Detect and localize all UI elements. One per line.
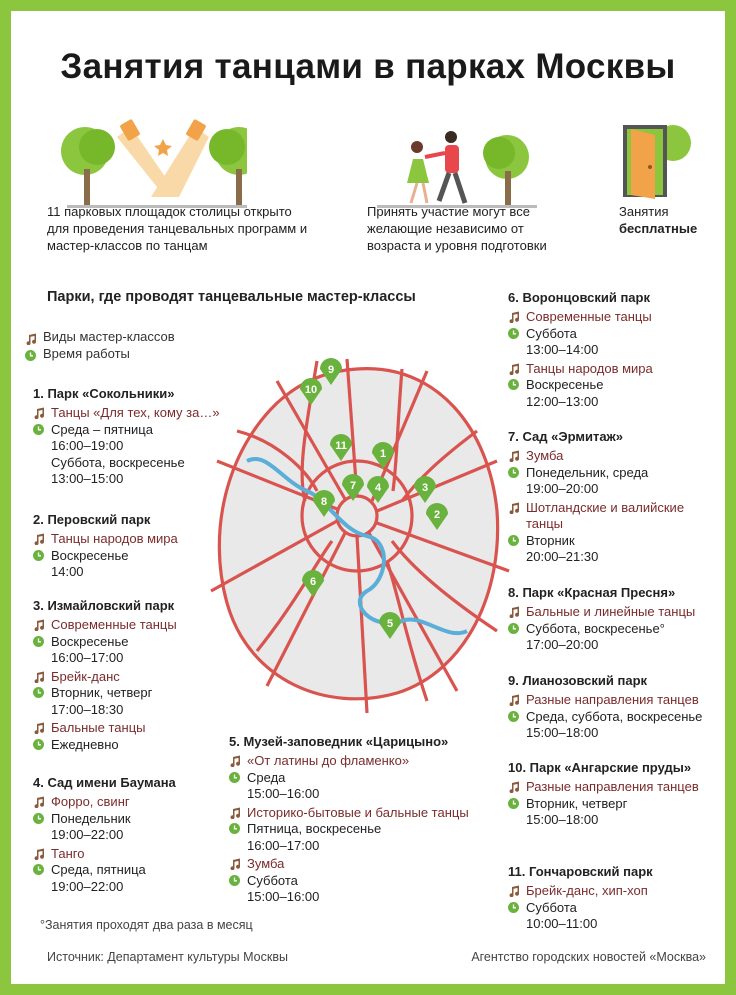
- park-class: [508, 604, 718, 654]
- park-class: [229, 805, 509, 855]
- intro-parks-text: 11 парковых площадок столицы открыто для проведения танцевальных программ и мастер-классов по танцам: [47, 204, 308, 253]
- music-note-icon: [229, 805, 247, 819]
- schedule-line: Вторник: [526, 532, 575, 548]
- dancing-couple-illustration: [377, 123, 547, 211]
- schedule: [526, 796, 627, 829]
- svg-text:8: 8: [320, 496, 328, 508]
- clock-icon: [229, 770, 247, 783]
- park-name: 1. Парк «Сокольники»: [33, 386, 175, 401]
- schedule-row: [229, 873, 509, 906]
- dance-type-row: [33, 405, 273, 422]
- schedule-line: 16:00–17:00: [247, 837, 320, 853]
- legend-time-label: Время работы: [43, 346, 130, 362]
- schedule-line: Суббота: [526, 899, 577, 915]
- legend-types: [25, 329, 175, 346]
- park-10: [508, 759, 718, 829]
- dance-type-row: [33, 617, 273, 634]
- dance-type: Современные танцы: [51, 617, 177, 632]
- schedule-row: [508, 326, 718, 359]
- clock-icon: [508, 621, 526, 634]
- intro-free: [619, 203, 709, 237]
- schedule-row: [508, 796, 718, 829]
- park-class: [508, 779, 718, 829]
- svg-text:9: 9: [327, 364, 335, 376]
- clock-icon: [33, 685, 51, 698]
- legend-time: [25, 346, 175, 363]
- schedule-line: 14:00: [51, 564, 84, 579]
- clock-icon: [508, 533, 526, 546]
- park-class: [508, 448, 718, 498]
- clock-icon: [508, 900, 526, 913]
- dance-type: Шотландские и валийские танцы: [526, 499, 685, 531]
- park-class: [508, 500, 718, 566]
- schedule-line: Ежедневно: [51, 736, 119, 752]
- park-class: [508, 692, 718, 742]
- schedule-row: [33, 685, 273, 718]
- dance-type: Разные направления танцев: [526, 692, 699, 707]
- music-note-icon: [229, 753, 247, 767]
- schedule-line: Пятница, воскресенье: [247, 821, 382, 836]
- clock-icon: [508, 326, 526, 339]
- park-5: [229, 733, 509, 906]
- schedule-line: 20:00–21:30: [526, 549, 599, 564]
- intro-free-line2: бесплатные: [619, 221, 698, 236]
- music-note-icon: [33, 405, 51, 419]
- schedule: [51, 634, 128, 667]
- stage-lights-illustration: [47, 109, 247, 209]
- clock-icon: [33, 811, 51, 824]
- dance-type-row: [508, 692, 718, 709]
- park-name: 7. Сад «Эрмитаж»: [508, 429, 623, 444]
- schedule: [51, 548, 128, 581]
- dance-type: Танцы «Для тех, кому за…»: [51, 405, 220, 420]
- dance-type-row: [229, 753, 509, 770]
- dance-type-row: [508, 309, 718, 326]
- schedule: [247, 873, 319, 906]
- svg-text:5: 5: [386, 618, 394, 630]
- clock-icon: [508, 465, 526, 478]
- agency-credit: Агентство городских новостей «Москва»: [471, 950, 706, 964]
- schedule-row: [508, 377, 718, 410]
- park-name: 3. Измайловский парк: [33, 598, 175, 613]
- schedule-line: 15:00–16:00: [247, 786, 320, 801]
- schedule: [526, 465, 648, 498]
- dance-type: Танго: [51, 845, 85, 861]
- intro-participants-text: Принять участие могут все желающие независимо от возраста и уровня подготовки: [367, 204, 547, 253]
- dance-type: Форро, свинг: [51, 794, 130, 809]
- schedule-row: [508, 621, 718, 654]
- park-class: [33, 617, 273, 667]
- schedule: [247, 770, 319, 803]
- dance-type-row: [508, 448, 718, 465]
- park-name: 4. Сад имени Баумана: [33, 775, 176, 790]
- schedule: [51, 811, 131, 844]
- music-note-icon: [508, 604, 526, 618]
- dance-type: «От латины до фламенко»: [247, 753, 410, 768]
- schedule-row: [33, 548, 273, 581]
- schedule-line: 15:00–18:00: [526, 725, 599, 740]
- clock-icon: [33, 634, 51, 647]
- schedule-line: 16:00–17:00: [51, 650, 124, 665]
- schedule-line: Воскресенье: [51, 633, 129, 649]
- section-title: Парки, где проводят танцевальные мастер-классы: [47, 289, 416, 305]
- park-7: [508, 428, 718, 566]
- park-name: 6. Воронцовский парк: [508, 290, 650, 305]
- legend-types-label: Виды мастер-классов: [43, 329, 175, 345]
- schedule-line: 19:00–22:00: [51, 827, 124, 842]
- dance-type-row: [508, 779, 718, 796]
- music-note-icon: [508, 448, 526, 462]
- schedule-line: 12:00–13:00: [526, 393, 599, 409]
- park-class: [508, 883, 718, 933]
- schedule-line: Суббота: [247, 872, 298, 888]
- dance-type-row: [508, 361, 718, 378]
- svg-text:11: 11: [335, 440, 347, 452]
- music-note-icon: [508, 692, 526, 706]
- clock-icon: [229, 821, 247, 834]
- schedule-line: 17:00–20:00: [526, 637, 599, 652]
- music-note-icon: [33, 720, 51, 734]
- svg-text:1: 1: [379, 448, 387, 460]
- music-note-icon: [508, 779, 526, 793]
- park-class: [33, 669, 273, 719]
- dance-type: Бальные танцы: [51, 720, 146, 735]
- dance-type: Историко-бытовые и бальные танцы: [247, 804, 469, 820]
- schedule-line: Суббота, воскресенье: [51, 454, 185, 470]
- clock-icon: [229, 873, 247, 886]
- schedule: [526, 900, 597, 933]
- infographic-card: [11, 11, 725, 984]
- park-name: 2. Перовский парк: [33, 512, 151, 527]
- schedule-line: Среда, пятница: [51, 862, 146, 877]
- park-name: 10. Парк «Ангарские пруды»: [508, 760, 692, 775]
- dance-type-row: [229, 805, 509, 822]
- clock-icon: [25, 348, 43, 361]
- svg-text:6: 6: [309, 576, 317, 588]
- schedule-row: [229, 821, 509, 854]
- schedule-line: Вторник, четверг: [51, 685, 153, 700]
- park-6: [508, 289, 718, 410]
- park-8: [508, 584, 718, 654]
- schedule-line: 19:00–20:00: [526, 481, 599, 496]
- schedule-row: [508, 900, 718, 933]
- park-name: 5. Музей-заповедник «Царицыно»: [229, 734, 449, 749]
- park-class: [508, 309, 718, 359]
- dance-type: Разные направления танцев: [526, 779, 699, 794]
- park-name: 9. Лианозовский парк: [508, 673, 648, 688]
- dance-type-row: [508, 604, 718, 621]
- dance-type-row: [33, 531, 273, 548]
- schedule-row: [508, 709, 718, 742]
- schedule: [526, 326, 598, 359]
- park-2: [33, 511, 273, 581]
- schedule: [247, 821, 381, 854]
- music-note-icon: [508, 309, 526, 323]
- music-note-icon: [33, 531, 51, 545]
- park-3: [33, 597, 273, 753]
- dance-type: Современные танцы: [526, 309, 652, 324]
- schedule-line: Воскресенье: [51, 547, 129, 563]
- schedule-line: 10:00–11:00: [526, 916, 598, 931]
- music-note-icon: [25, 331, 43, 345]
- dance-type-row: [508, 883, 718, 900]
- clock-icon: [33, 862, 51, 875]
- dance-type-row: [229, 856, 509, 873]
- schedule: [51, 737, 119, 754]
- open-door-illustration: [617, 119, 697, 203]
- park-9: [508, 672, 718, 742]
- svg-text:7: 7: [349, 480, 357, 492]
- schedule-line: Воскресенье: [526, 377, 604, 392]
- music-note-icon: [508, 500, 526, 514]
- schedule-line: Суббота: [526, 325, 577, 341]
- dance-type: Бальные и линейные танцы: [526, 604, 696, 619]
- music-note-icon: [33, 669, 51, 683]
- schedule-line: 13:00–15:00: [51, 471, 124, 486]
- footnote: °Занятия проходят два раза в месяц: [40, 918, 253, 932]
- schedule-line: Вторник, четверг: [526, 795, 628, 811]
- schedule-row: [33, 634, 273, 667]
- dance-type: Брейк-данс, хип-хоп: [526, 883, 648, 898]
- music-note-icon: [33, 846, 51, 860]
- schedule-line: 19:00–22:00: [51, 878, 124, 894]
- schedule-row: [508, 465, 718, 498]
- clock-icon: [33, 737, 51, 750]
- schedule: [526, 621, 665, 654]
- dance-type-row: [33, 669, 273, 686]
- schedule: [526, 533, 598, 566]
- schedule-row: [229, 770, 509, 803]
- park-name: 8. Парк «Красная Пресня»: [508, 585, 676, 600]
- dance-type: Брейк-данс: [51, 668, 120, 684]
- clock-icon: [508, 709, 526, 722]
- clock-icon: [508, 377, 526, 390]
- clock-icon: [33, 422, 51, 435]
- schedule: [526, 377, 603, 410]
- schedule-line: Среда: [247, 769, 286, 785]
- music-note-icon: [508, 883, 526, 897]
- svg-text:2: 2: [433, 509, 441, 521]
- schedule-line: Среда, суббота, воскресенье: [526, 708, 703, 724]
- svg-text:3: 3: [421, 482, 429, 494]
- schedule-line: Понедельник, среда: [526, 464, 649, 480]
- intro-free-line1: Занятия: [619, 204, 669, 219]
- schedule-line: 13:00–14:00: [526, 342, 599, 357]
- dance-type: Зумба: [247, 856, 285, 871]
- schedule-line: Суббота, воскресенье°: [526, 620, 665, 636]
- park-class: [229, 753, 509, 803]
- page-title: Занятия танцами в парках Москвы: [60, 47, 676, 86]
- clock-icon: [508, 796, 526, 809]
- dance-type: Танцы народов мира: [51, 531, 178, 546]
- dance-type-row: [508, 500, 718, 533]
- schedule: [51, 685, 152, 718]
- park-1: [33, 385, 273, 488]
- park-class: [229, 856, 509, 906]
- dance-type: Зумба: [526, 448, 564, 463]
- park-class: [33, 531, 273, 581]
- music-note-icon: [33, 794, 51, 808]
- music-note-icon: [508, 361, 526, 375]
- schedule-line: Среда – пятница: [51, 421, 153, 437]
- schedule-line: 16:00–19:00: [51, 438, 124, 453]
- schedule: [526, 709, 702, 742]
- park-11: [508, 863, 718, 933]
- music-note-icon: [229, 856, 247, 870]
- park-class: [508, 361, 718, 411]
- schedule-row: [508, 533, 718, 566]
- schedule: [51, 422, 185, 488]
- source-credit: Источник: Департамент культуры Москвы: [47, 950, 288, 964]
- schedule-line: Понедельник: [51, 810, 131, 826]
- park-name: 11. Гончаровский парк: [508, 864, 653, 879]
- dance-type: Танцы народов мира: [526, 360, 653, 376]
- clock-icon: [33, 548, 51, 561]
- schedule-row: [33, 422, 273, 488]
- svg-text:10: 10: [304, 384, 318, 396]
- park-class: [33, 405, 273, 488]
- schedule: [51, 862, 146, 895]
- svg-text:4: 4: [374, 482, 382, 494]
- schedule-line: 17:00–18:30: [51, 701, 124, 717]
- schedule-line: 15:00–18:00: [526, 812, 599, 827]
- legend: [25, 329, 175, 363]
- music-note-icon: [33, 617, 51, 631]
- schedule-line: 15:00–16:00: [247, 889, 320, 904]
